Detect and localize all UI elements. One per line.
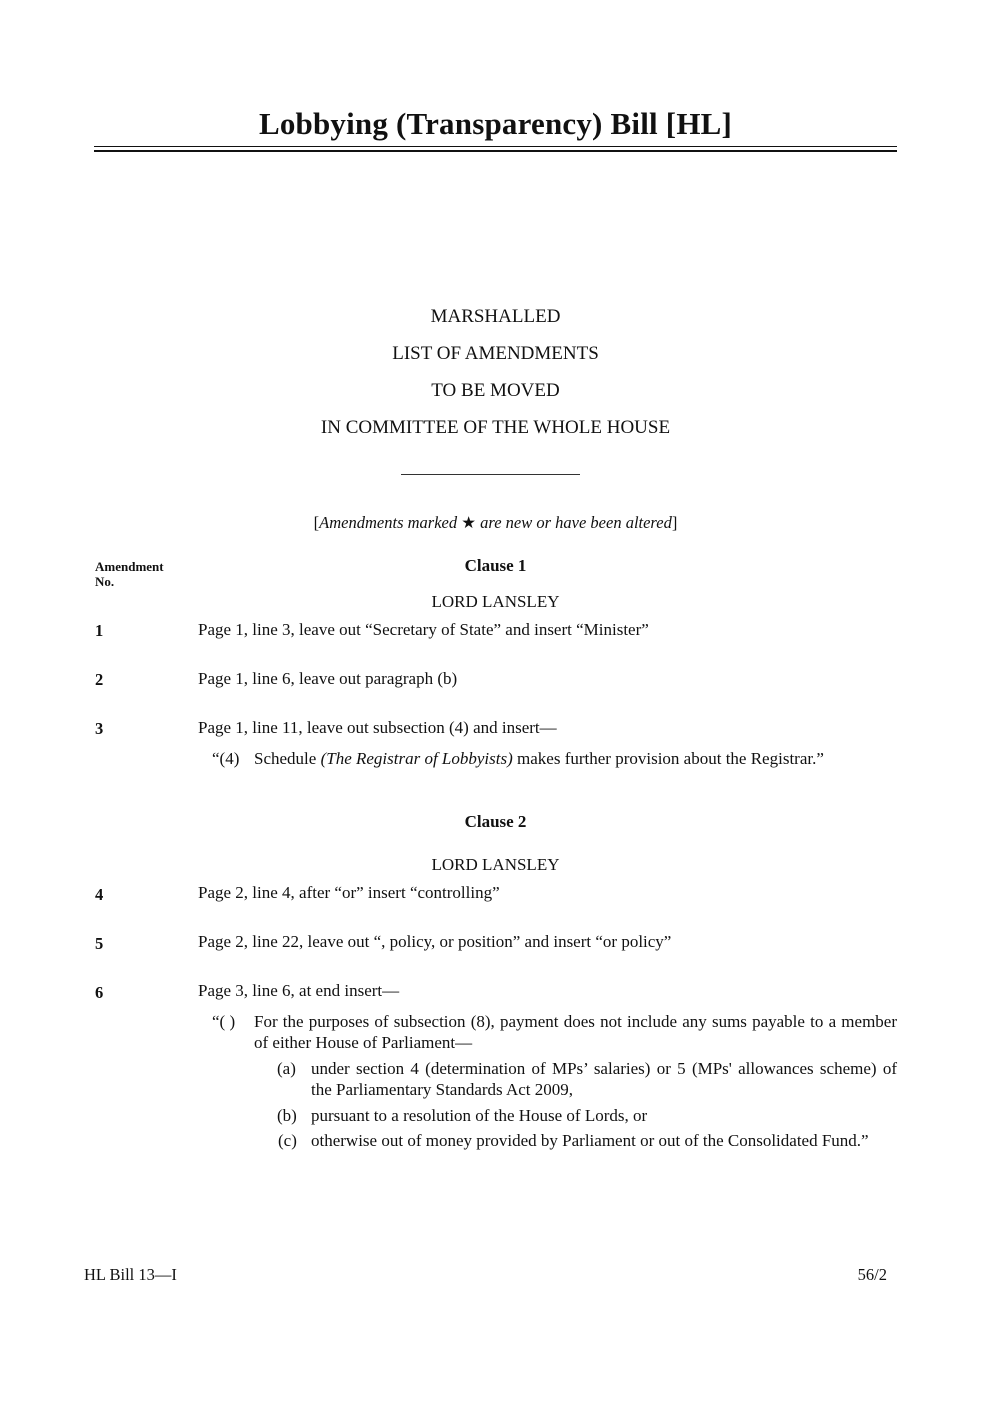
bill-reference: HL Bill 13—I	[84, 1265, 177, 1284]
subsection-label: “( )	[212, 1012, 236, 1031]
bill-title: Lobbying (Transparency) Bill [HL]	[258, 106, 733, 141]
amendment-number: 1	[95, 621, 104, 640]
amendment-number: 2	[95, 670, 104, 689]
subsection-text	[254, 748, 897, 769]
amendment-text: Page 3, line 6, at end insert—	[198, 981, 400, 1000]
clause-1-mover: LORD LANSLEY	[431, 592, 560, 611]
amendment-text: Page 2, line 22, leave out “, policy, or position” and insert “or policy”	[198, 932, 672, 951]
note-text-before: Amendments marked	[319, 513, 458, 532]
subsection-text-before: Schedule	[254, 749, 317, 768]
paragraph-text: under section 4 (determination of MPs’ salaries) or 5 (MPs' allowances scheme) of the Parliamentary Standards Act 2009,	[311, 1059, 897, 1099]
note-text-after: are new or have been altered	[480, 513, 672, 532]
amendment-text: Page 2, line 4, after “or” insert “controlling”	[198, 883, 500, 902]
inserted-subsection	[212, 748, 897, 792]
column-header-line2: No.	[95, 574, 115, 589]
title-rule-thin	[94, 146, 897, 147]
subsection-text: For the purposes of subsection (8), payment does not include any sums payable to a member of either House of Parliament—	[254, 1012, 897, 1052]
amendments-note	[94, 513, 897, 533]
clause-2-heading: Clause 2	[464, 812, 527, 831]
inserted-subsection	[212, 1011, 897, 1181]
paragraph-label: (a)	[277, 1059, 296, 1078]
paragraph-label: (b)	[277, 1106, 297, 1125]
heading-line-list: LIST OF AMENDMENTS	[392, 343, 599, 364]
subsection-label: “(4)	[212, 749, 240, 768]
heading-line-committee: IN COMMITTEE OF THE WHOLE HOUSE	[320, 417, 671, 438]
heading-line-moved: TO BE MOVED	[431, 380, 560, 401]
amendment-text: Page 1, line 3, leave out “Secretary of State” and insert “Minister”	[198, 620, 649, 639]
amendment-text: Page 1, line 11, leave out subsection (4) and insert—	[198, 718, 557, 737]
amendment-number: 6	[95, 983, 104, 1002]
paragraph-text: pursuant to a resolution of the House of Lords, or	[311, 1106, 648, 1125]
amendment-number: 3	[95, 719, 104, 738]
clause-1-heading: Clause 1	[464, 556, 527, 575]
heading-line-marshalled: MARSHALLED	[430, 306, 561, 327]
note-open-bracket: [	[313, 513, 320, 532]
amendment-number: 4	[95, 885, 104, 904]
page-reference: 56/2	[857, 1265, 887, 1284]
separator-rule	[401, 474, 580, 475]
star-icon: ★	[461, 513, 477, 532]
amendment-number: 5	[95, 934, 104, 953]
paragraph-text: otherwise out of money provided by Parliament or out of the Consolidated Fund.”	[311, 1131, 869, 1150]
column-header-line1: Amendment	[95, 559, 164, 574]
amendment-text: Page 1, line 6, leave out paragraph (b)	[198, 669, 458, 688]
clause-2-mover: LORD LANSLEY	[431, 855, 560, 874]
subsection-text-after: makes further provision about the Registrar.”	[517, 749, 824, 768]
note-close-bracket: ]	[671, 513, 678, 532]
title-rule-thick	[94, 150, 897, 152]
schedule-title: (The Registrar of Lobbyists)	[320, 749, 513, 768]
paragraph-label: (c)	[278, 1131, 297, 1150]
